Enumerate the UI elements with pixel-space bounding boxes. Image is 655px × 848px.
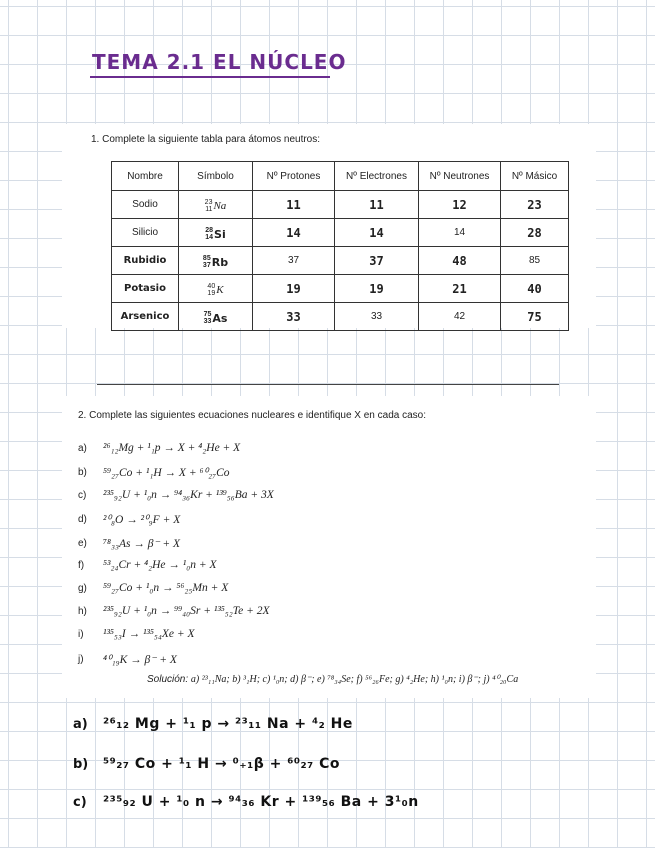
cell-protons: 11 [253,191,335,219]
cell-protons: 19 [253,275,335,303]
cell-name: Silicio [112,219,179,247]
equation-item [78,628,195,640]
cell-electrons: 14 [335,219,419,247]
handwritten-answer [73,794,419,810]
question-1-heading: 1. Complete la siguiente tabla para átomos neutros: [91,134,321,145]
question-2-heading: 2. Complete las siguientes ecuaciones nucleares e identifique X en cada caso: [78,410,426,421]
equation-item [78,536,180,550]
cell-name: Sodio [112,191,179,219]
cell-symbol: 23 11 Na [179,191,253,219]
col-header-mass: Nº Másico [501,162,569,191]
cell-symbol: 75 33 As [179,303,253,331]
equation-label: j) [78,653,84,665]
answer-text: ²⁶₁₂ Mg + ¹₁ p → ²³₁₁ Na + ⁴₂ He [103,716,353,732]
table-header-row [112,162,569,191]
title-underline [90,76,330,78]
equation-label: g) [78,582,87,594]
solution-label: Solución: [147,674,189,685]
equation-label: a) [78,442,87,454]
equation-text: ⁵⁹₂₇Co + ¹₀n → ⁵⁶₂₅Mn + X [103,582,229,594]
equation-item [78,512,180,526]
cell-neutrons: 21 [419,275,501,303]
equation-item [78,465,229,479]
equation-label: e) [78,537,87,549]
cell-mass: 85 [501,247,569,275]
cell-neutrons: 12 [419,191,501,219]
handwritten-answer [73,716,353,732]
cell-symbol: 28 14 Si [179,219,253,247]
cell-mass: 40 [501,275,569,303]
answer-text: ⁵⁹₂₇ Co + ¹₁ H → ⁰₊₁β + ⁶⁰₂₇ Co [103,756,341,772]
section-divider [97,384,559,385]
cell-electrons: 33 [335,303,419,331]
atoms-table [111,161,569,331]
answer-label: b) [73,756,89,772]
cell-protons: 37 [253,247,335,275]
equation-label: d) [78,513,87,525]
table-row [112,191,569,219]
equation-label: c) [78,489,87,501]
cell-neutrons: 14 [419,219,501,247]
col-header-electrons: Nº Electrones [335,162,419,191]
col-header-symbol: Símbolo [179,162,253,191]
cell-protons: 14 [253,219,335,247]
col-header-neutrons: Nº Neutrones [419,162,501,191]
cell-mass: 75 [501,303,569,331]
equation-label: h) [78,605,87,617]
equation-item [78,605,270,617]
table-row [112,303,569,331]
cell-neutrons: 48 [419,247,501,275]
equation-text: ²³⁵₉₂U + ¹₀n → ⁹⁴₃₆Kr + ¹³⁹₅₆Ba + 3X [103,489,274,501]
equation-label: i) [78,628,84,640]
equation-label: b) [78,466,87,478]
equation-item [78,652,177,666]
equation-item [78,442,240,454]
cell-symbol: 40 19 K [179,275,253,303]
equation-text: ⁷⁸₃₃As → β⁻ + X [103,538,181,550]
cell-electrons: 37 [335,247,419,275]
solution-text: a) ²³₁₁Na; b) ³₁H; c) ¹₀n; d) β⁻; e) ⁷⁸₃₄Se; f) ⁵⁶₂₆Fe; g) ⁴₂He; h) ¹₀n; i) β⁻; j) ⁴⁰₂₀Ca [190,674,519,685]
equation-text: ²⁰₈O → ²⁰₉F + X [103,514,181,526]
cell-symbol: 85 37 Rb [179,247,253,275]
col-header-protons: Nº Protones [253,162,335,191]
answer-text: ²³⁵₉₂ U + ¹₀ n → ⁹⁴₃₆ Kr + ¹³⁹₅₆ Ba + 3¹₀n [103,794,419,810]
cell-neutrons: 42 [419,303,501,331]
equation-text: ⁴⁰₁₉K → β⁻ + X [103,654,177,666]
equation-text: ²³⁵₉₂U + ¹₀n → ⁹⁹₄₀Sr + ¹³⁵₅₂Te + 2X [103,605,270,617]
col-header-name: Nombre [112,162,179,191]
handwritten-answer [73,756,340,772]
page-title: TEMA 2.1 EL NÚCLEO [92,50,347,74]
cell-name: Potasio [112,275,179,303]
equation-item [78,559,216,571]
cell-name: Rubidio [112,247,179,275]
equation-item [78,489,274,501]
equation-item [78,582,228,594]
cell-protons: 33 [253,303,335,331]
table-row [112,247,569,275]
equation-text: ¹³⁵₅₃I → ¹³⁵₅₄Xe + X [103,628,195,640]
cell-electrons: 11 [335,191,419,219]
equation-text: ⁵⁹₂₇Co + ¹₁H → X + ⁶⁰₂₇Co [103,467,230,479]
table-row [112,275,569,303]
answer-label: c) [73,794,87,810]
cell-mass: 23 [501,191,569,219]
cell-mass: 28 [501,219,569,247]
cell-name: Arsenico [112,303,179,331]
equation-label: f) [78,559,85,571]
answer-label: a) [73,716,88,732]
cell-electrons: 19 [335,275,419,303]
equation-text: ⁵³₂₄Cr + ⁴₂He → ¹₀n + X [103,559,217,571]
equation-text: ²⁶₁₂Mg + ¹₁p → X + ⁴₂He + X [103,442,241,454]
table-row [112,219,569,247]
solution-line [147,674,518,685]
